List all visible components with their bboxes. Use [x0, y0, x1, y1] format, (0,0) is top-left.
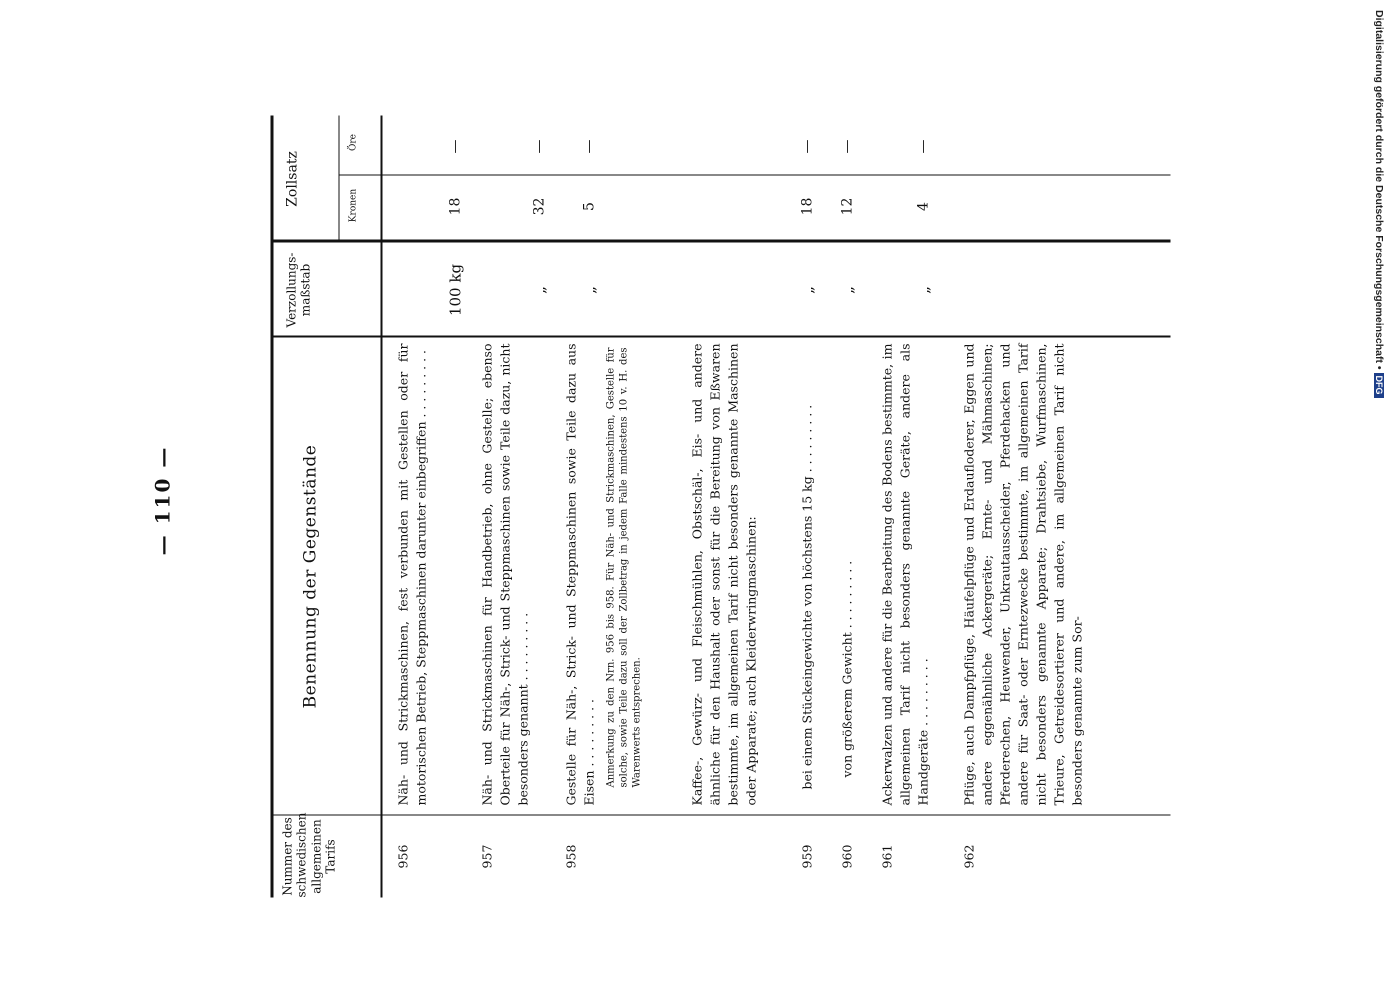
- row-960-kronor: 12: [839, 197, 855, 215]
- rate-sub-rule: [338, 115, 339, 242]
- header-name: Benennung der Gegenstände: [300, 444, 320, 708]
- row-959-kronor: 18: [799, 197, 815, 215]
- row-961-desc: Ackerwalzen und andere für die Bearbeitung des Bodens bestimmte, im allgemeinen Tarif nicht besonders genannte Geräte, andere als Handgeräte . . .: [878, 343, 932, 805]
- header-number: Nummer des schwedischen allgemeinen Tarifs: [280, 812, 338, 897]
- row-960-number: 960: [839, 844, 854, 868]
- row-956-measure: 100 kg: [446, 263, 464, 316]
- row-957-kronor: 32: [531, 197, 547, 215]
- row-957-ore: —: [531, 139, 547, 153]
- row-962-desc: Pflüge, auch Dampfpflüge, Häufelpflüge und Erdaufloderer, Eggen und andere eggenähnliche Ackergeräte; Ernte- und Mähmaschinen; Pferderechen, Heuwender, Unkrautausscheider, Pferdehacken und andere für Saat- oder Erntezwecke bestimmte, im allgemeinen Tarif nicht besonders genannte Apparate; Drahtsiebe, Wurfmaschinen, Trieure, Getreidesortierer und andere, im allgemeinen Tarif nicht besonders genannte zum Sor-: [961, 343, 1084, 805]
- row-960-ore: —: [839, 139, 855, 153]
- row-957-desc: Näh- und Strickmaschinen für Handbetrieb, ohne Gestelle; ebenso Oberteile für Näh-, Strick- und Steppmaschinen sowie Teile dazu, nicht besonders genannt . . .: [478, 343, 532, 805]
- row-961-ore: —: [915, 139, 931, 153]
- row-959-measure: „: [798, 285, 816, 294]
- row-960-measure: „: [838, 285, 856, 294]
- row-961-number: 961: [879, 844, 894, 868]
- row-959-ore: —: [799, 139, 815, 153]
- col-rule-2: [270, 335, 1170, 337]
- row-959-desc: bei einem Stückeingewichte von höchstens 15 kg . . .: [798, 343, 816, 805]
- row-957-number: 957: [479, 844, 494, 868]
- col-rule-3: [270, 239, 1170, 242]
- note-956-958: Anmerkung zu den Nrn. 956 bis 958. Für Näh- und Strickmaschinen, Gestelle für solche, sowie Teile dazu soll der Zollbetrag in jedem Falle mindestens 10 v. H. des Warenwerts entsprechen.: [605, 347, 642, 787]
- row-958-kronor: 5: [581, 201, 597, 211]
- row-960-desc: von größerem Gewicht . . .: [838, 343, 856, 805]
- header-bottom-rule: [380, 115, 382, 897]
- row-956-number: 956: [395, 844, 410, 868]
- row-958-desc: Gestelle für Näh-, Strick- und Steppmaschinen sowie Teile dazu aus Eisen . . .: [562, 343, 598, 805]
- row-961-measure: „: [914, 285, 932, 294]
- row-961-kronor: 4: [915, 201, 931, 211]
- dfg-credit: [1373, 10, 1385, 990]
- header-measure: Verzollungsmaßstab: [284, 252, 313, 327]
- row-957-measure: „: [530, 285, 548, 294]
- row-958-number: 958: [563, 844, 578, 868]
- row-958-ore: —: [581, 139, 597, 153]
- row-956-ore: —: [447, 139, 463, 153]
- row-956-kronor: 18: [447, 197, 463, 215]
- dfg-logo: DFG: [1374, 373, 1384, 398]
- row-958-measure: „: [580, 285, 598, 294]
- row-962-number: 962: [961, 844, 976, 868]
- credit-text: Digitalisierung gefördert durch die Deutsche Forschungsgemeinschaft •: [1373, 10, 1385, 370]
- table-top-rule: [270, 115, 273, 897]
- row-959-number: 959: [799, 844, 814, 868]
- row-956-desc: Näh- und Strickmaschinen, fest verbunden mit Gestellen oder für motorischen Betrieb, Steppmaschinen darunter einbegriffen . . .: [394, 343, 430, 805]
- page-number: — 110 —: [150, 445, 174, 555]
- tariff-table: [270, 115, 1170, 897]
- header-ore: Öre: [348, 133, 358, 151]
- header-kronor: Kronen: [348, 188, 358, 222]
- group-intro-959-960: Kaffee-, Gewürz- und Fleischmühlen, Obstschäl-, Eis- und andere ähnliche für den Haushalt oder sonst für die Bereitung von Eßwaren bestimmte, im allgemeinen Tarif nicht besonders genannte Maschinen oder Apparate; auch Kleiderwringmaschinen:: [689, 343, 758, 805]
- header-rate: Zollsatz: [284, 150, 300, 207]
